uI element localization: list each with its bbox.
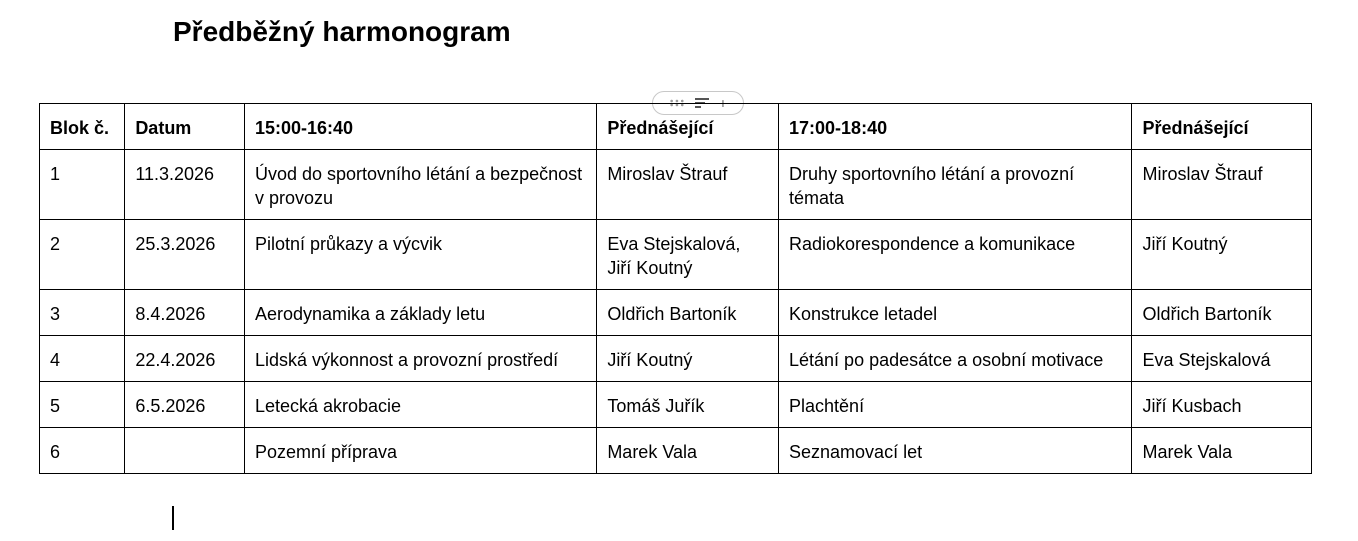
table-cell[interactable]: 6.5.2026 (125, 382, 245, 428)
table-cell[interactable]: Marek Vala (597, 428, 779, 474)
schedule-table-wrapper (39, 103, 1312, 474)
table-cell[interactable]: Létání po padesátce a osobní motivace (779, 336, 1132, 382)
table-cell[interactable]: 5 (40, 382, 125, 428)
table-cell[interactable]: Aerodynamika a základy letu (244, 290, 596, 336)
table-cell[interactable]: 6 (40, 428, 125, 474)
table-cell[interactable]: Radiokorespondence a komunikace (779, 220, 1132, 290)
header-session-2[interactable]: 17:00-18:40 (779, 104, 1132, 150)
header-session-1[interactable]: 15:00-16:40 (244, 104, 596, 150)
header-block-number[interactable]: Blok č. (40, 104, 125, 150)
table-row (40, 290, 1312, 336)
table-cell[interactable]: Eva Stejskalová, Jiří Koutný (597, 220, 779, 290)
table-cell[interactable]: Plachtění (779, 382, 1132, 428)
table-row (40, 382, 1312, 428)
table-cell[interactable]: 4 (40, 336, 125, 382)
table-cell[interactable]: Jiří Koutný (597, 336, 779, 382)
table-cell[interactable]: Miroslav Štrauf (1132, 150, 1312, 220)
table-cell[interactable]: Druhy sportovního létání a provozní témata (779, 150, 1132, 220)
table-cell[interactable]: Oldřich Bartoník (597, 290, 779, 336)
table-cell[interactable]: Pilotní průkazy a výcvik (244, 220, 596, 290)
table-cell[interactable]: Lidská výkonnost a provozní prostředí (244, 336, 596, 382)
table-cell[interactable]: Úvod do sportovního létání a bezpečnost v provozu (244, 150, 596, 220)
table-cell[interactable] (125, 428, 245, 474)
table-row (40, 220, 1312, 290)
header-date[interactable]: Datum (125, 104, 245, 150)
table-cell[interactable]: 11.3.2026 (125, 150, 245, 220)
table-cell[interactable]: Jiří Koutný (1132, 220, 1312, 290)
add-column-icon[interactable]: + (718, 95, 728, 111)
table-cell[interactable]: Miroslav Štrauf (597, 150, 779, 220)
table-cell[interactable]: 8.4.2026 (125, 290, 245, 336)
table-cell[interactable]: 1 (40, 150, 125, 220)
table-cell[interactable]: Jiří Kusbach (1132, 382, 1312, 428)
table-cell[interactable]: Marek Vala (1132, 428, 1312, 474)
page-title: Předběžný harmonogram (173, 16, 511, 47)
table-cell[interactable]: Tomáš Juřík (597, 382, 779, 428)
schedule-table (39, 103, 1312, 474)
table-cell[interactable]: 3 (40, 290, 125, 336)
header-lecturer-1[interactable]: Přednášející (597, 104, 779, 150)
text-cursor (172, 506, 174, 530)
table-cell[interactable]: Seznamovací let (779, 428, 1132, 474)
table-cell[interactable]: Letecká akrobacie (244, 382, 596, 428)
table-cell[interactable]: Konstrukce letadel (779, 290, 1132, 336)
table-cell[interactable]: 2 (40, 220, 125, 290)
header-lecturer-2[interactable]: Přednášející (1132, 104, 1312, 150)
table-cell[interactable]: Pozemní příprava (244, 428, 596, 474)
table-header-row (40, 104, 1312, 150)
table-cell[interactable]: 25.3.2026 (125, 220, 245, 290)
table-cell[interactable]: 22.4.2026 (125, 336, 245, 382)
table-cell[interactable]: Eva Stejskalová (1132, 336, 1312, 382)
table-row (40, 150, 1312, 220)
table-row (40, 336, 1312, 382)
table-cell[interactable]: Oldřich Bartoník (1132, 290, 1312, 336)
table-row (40, 428, 1312, 474)
